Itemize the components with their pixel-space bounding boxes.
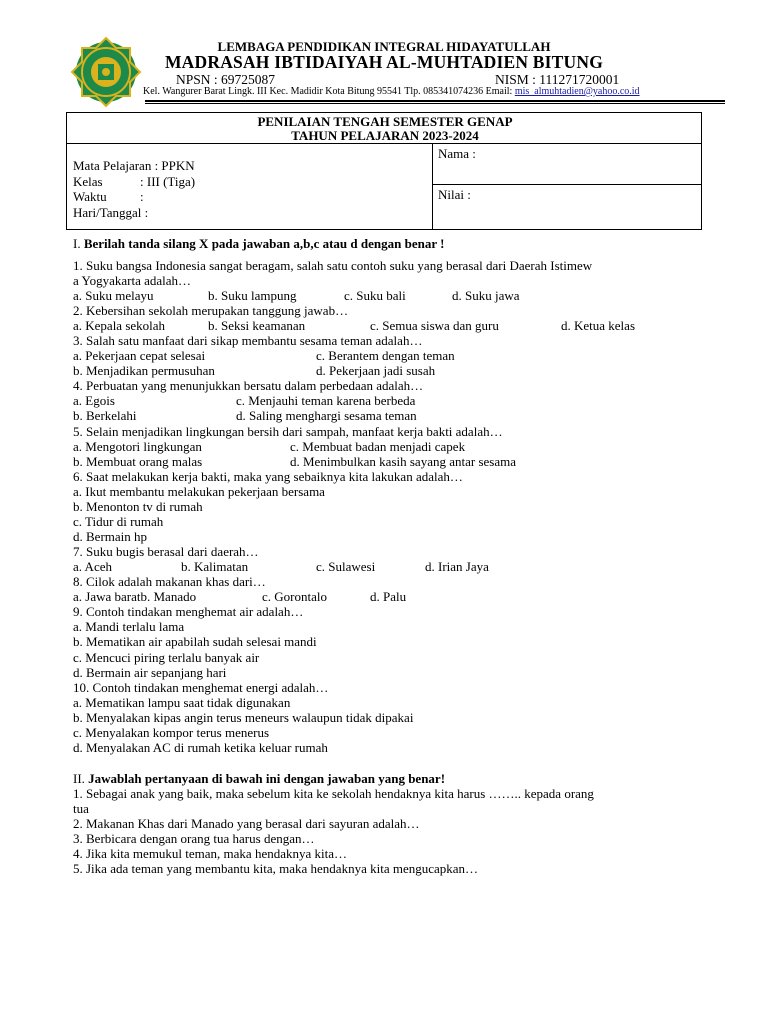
question-line: a. Mandi terlalu lama [73,619,185,634]
question-line: d. Menyalakan AC di rumah ketika keluar rumah [73,740,328,755]
answer-option: c. Membuat badan menjadi capek [290,439,466,454]
answer-option: b. Kalimatan [181,559,249,574]
class-label: Kelas [73,174,103,189]
answer-option: d. Pekerjaan jadi susah [316,363,436,378]
answer-option: c. Semua siswa dan guru [370,318,499,333]
answer-option: d. Menimbulkan kasih sayang antar sesama [290,454,516,469]
question-line: 5. Selain menjadikan lingkungan bersih dari sampah, manfaat kerja bakti adalah… [73,424,503,439]
exam-year: TAHUN PELAJARAN 2023-2024 [291,128,479,143]
essay-question: 2. Makanan Khas dari Manado yang berasal dari sayuran adalah… [73,816,420,831]
question-line: 7. Suku bugis berasal dari daerah… [73,544,259,559]
box-right-divider [432,184,702,185]
institution-name: LEMBAGA PENDIDIKAN INTEGRAL HIDAYATULLAH [217,39,551,54]
question-line: a. Aceh [73,559,112,574]
question-line: 1. Suku bangsa Indonesia sangat beragam, salah satu contoh suku yang berasal dari Daerah Istimew [73,258,593,273]
section2-heading [73,771,445,786]
answer-option: b. Suku lampung [208,288,297,303]
answer-option: d. Saling menghargi sesama teman [236,408,417,423]
essay-question: 3. Berbicara dengan orang tua harus dengan… [73,831,315,846]
question-line: a. Egois [73,393,115,408]
section2-instruction: Jawablah pertanyaan di bawah ini dengan jawaban yang benar! [88,771,446,786]
class-value: : III (Tiga) [140,174,196,189]
question-line: b. Menonton tv di rumah [73,499,203,514]
header-rule-thick [145,100,725,102]
question-line: 3. Salah satu manfaat dari sikap membantu sesama teman adalah… [73,333,423,348]
question-line: b. Menyalakan kipas angin terus meneurs walaupun tidak dipakai [73,710,414,725]
question-line: a. Kepala sekolah [73,318,166,333]
question-line: a. Jawa baratb. Manado [73,589,197,604]
address-text: Kel. Wangurer Barat Lingk. III Kec. Madidir Kota Bitung 95541 Tlp. 085341074236 Email: [143,86,515,97]
box-column-divider [432,143,433,229]
section1-heading [73,236,444,251]
question-line: c. Tidur di rumah [73,514,164,529]
question-line: 6. Saat melakukan kerja bakti, maka yang sebaiknya kita lakukan adalah… [73,469,463,484]
score-field[interactable]: Nilai : [438,187,471,202]
question-line: b. Menjadikan permusuhan [73,363,215,378]
school-name: MADRASAH IBTIDAIYAH AL-MUHTADIEN BITUNG [164,52,604,72]
question-line: a. Mematikan lampu saat tidak digunakan [73,695,291,710]
time-value: : [140,189,144,204]
section1-instruction: Berilah tanda silang X pada jawaban a,b,c atau d dengan benar ! [83,236,445,251]
question-line: a. Pekerjaan cepat selesai [73,348,206,363]
essay-question: 1. Sebagai anak yang baik, maka sebelum kita ke sekolah hendaknya kita harus …….. kepada orang [73,786,594,801]
time-label: Waktu [73,189,107,204]
name-field[interactable]: Nama : [438,146,476,161]
exam-title: PENILAIAN TENGAH SEMESTER GENAP [257,114,513,129]
section1-prefix: I. [73,236,84,251]
box-divider [67,143,701,144]
answer-option: c. Suku bali [344,288,406,303]
answer-option: d. Irian Jaya [425,559,489,574]
question-line: c. Mencuci piring terlalu banyak air [73,650,260,665]
answer-option: d. Suku jawa [452,288,520,303]
question-line: d. Bermain hp [73,529,148,544]
question-line: 9. Contoh tindakan menghemat air adalah… [73,604,304,619]
question-line: 2. Kebersihan sekolah merupakan tanggung jawab… [73,303,349,318]
question-line: b. Berkelahi [73,408,137,423]
question-line: 4. Perbuatan yang menunjukkan bersatu dalam perbedaan adalah… [73,378,424,393]
date-field: Hari/Tanggal : [73,205,149,220]
answer-option: c. Sulawesi [316,559,376,574]
email-link[interactable]: mis_almuhtadien@yahoo.co.id [514,86,640,97]
subject-field: Mata Pelajaran : PPKN [73,158,195,173]
question-line: a Yogyakarta adalah… [73,273,192,288]
essay-question: 5. Jika ada teman yang membantu kita, maka hendaknya kita mengucapkan… [73,861,479,876]
header-rule-thin [145,103,725,104]
question-line: a. Mengotori lingkungan [73,439,202,454]
question-line: b. Membuat orang malas [73,454,203,469]
answer-option: c. Berantem dengan teman [316,348,455,363]
answer-option: b. Seksi keamanan [208,318,306,333]
question-line: a. Suku melayu [73,288,154,303]
answer-option: d. Palu [370,589,407,604]
npsn: NPSN : 69725087 [176,72,276,87]
essay-question: tua [73,801,89,816]
school-address [143,86,640,97]
question-line: 8. Cilok adalah makanan khas dari… [73,574,266,589]
essay-question: 4. Jika kita memukul teman, maka hendaknya kita… [73,846,348,861]
answer-option: c. Gorontalo [262,589,327,604]
nism: NISM : 111271720001 [495,72,620,87]
question-line: c. Menyalakan kompor terus menerus [73,725,270,740]
question-line: a. Ikut membantu melakukan pekerjaan bersama [73,484,325,499]
question-line: 10. Contoh tindakan menghemat energi adalah… [73,680,329,695]
exam-info-box [66,112,702,230]
answer-option: c. Menjauhi teman karena berbeda [236,393,416,408]
section2-prefix: II. [73,771,89,786]
question-line: d. Bermain air sepanjang hari [73,665,227,680]
question-line: b. Mematikan air apabilah sudah selesai mandi [73,634,317,649]
answer-option: d. Ketua kelas [561,318,636,333]
